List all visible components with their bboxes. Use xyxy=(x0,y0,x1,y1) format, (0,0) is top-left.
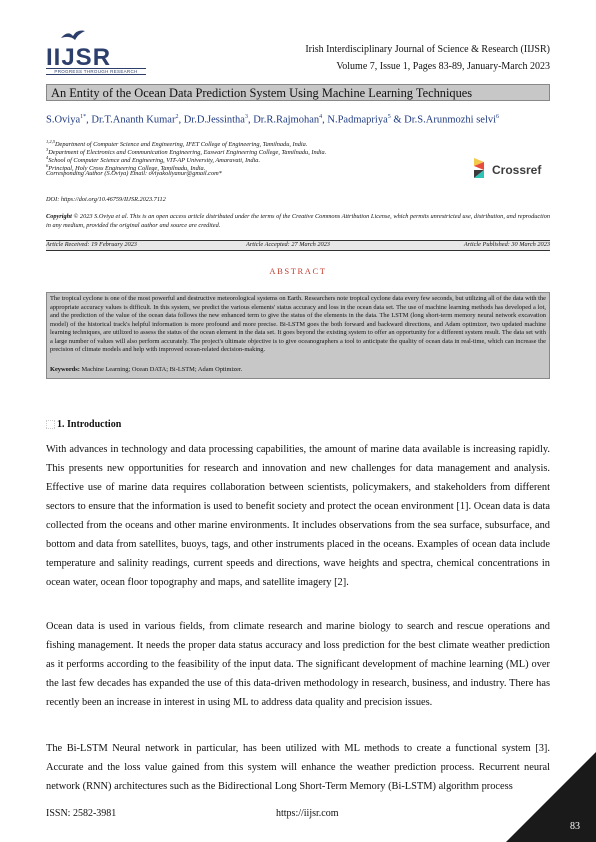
page-corner xyxy=(506,752,596,842)
paragraph: Ocean data is used in various fields, from climate research and marine biology to search and rescue operations and fishing management. It needs the proper data status accuracy and loss prediction for the best climate weather prediction as it performs according to the feasibility of the input data. The significant development of machine learning (ML) over the last few decades has expanded the use of this data-driven methodology in research, business, and industry. There has recently been an increase in interest in using ML to address data quality and precision issues. xyxy=(46,621,550,708)
journal-name: Irish Interdisciplinary Journal of Science & Research (IIJSR) xyxy=(305,44,550,55)
corresponding-author: Corresponding Author (S.Oviya) Email: oviyakoliyanur@gmail.com* xyxy=(46,170,222,177)
issue-info: Volume 7, Issue 1, Pages 83-89, January-March 2023 xyxy=(336,61,550,72)
title-bar xyxy=(46,84,550,101)
abstract-heading: ABSTRACT xyxy=(269,266,327,276)
crossref-label: Crossref xyxy=(492,163,542,177)
copyright-notice: Copyright © 2023 S.Oviya et al. This is an open access article distributed under the terms of the Creative Commons Attribution License, which permits unrestricted use, distribution, and reproduction in any medium, provided the original author and source are credited. xyxy=(46,213,550,229)
author-name: Dr.R.Rajmohan xyxy=(253,114,320,126)
logo-tagline: PROGRESS THROUGH RESEARCH xyxy=(46,68,146,75)
date-accepted: Article Accepted: 27 March 2023 xyxy=(246,241,330,248)
paper-title: An Entity of the Ocean Data Prediction System Using Machine Learning Techniques xyxy=(51,86,473,100)
section-marker-icon xyxy=(46,420,55,429)
page-number: 83 xyxy=(570,821,580,832)
paragraph: With advances in technology and data processing capabilities, the amount of marine data available is increasing rapidly. This presents new opportunities for research and innovation and new challenges for data management and analysis. Effective use of marine data requires collaboration between scientists, policymakers, and stakeholders from different sectors to ensure that the information is used to benefit society and protect the ocean environment [1]. Ocean data is data collected from the oceans and other marine environments. It includes observations from the sea surface, subsurface, and bottom and data from satellites, buoys, tags, and other instruments placed in the oceans. Examples of ocean data include temperature and salinity readings, current speeds and directions, wave heights and spectra, chemical concentrations in ocean water, ocean floor topography and maps, and satellite imagery [2]. xyxy=(46,444,550,588)
affiliation: $^{1,2,5}$Department of Computer Science and Engineering, IFET College of Engineering, Tamilnadu, India. xyxy=(46,139,308,149)
abstract-text: The tropical cyclone is one of the most powerful and destructive meteorological systems on Earth. Researchers note tropical cyclone data every few seconds, but utilizing all of the data with the appropriate accuracy values is difficult. In this system, we predict the various elements' status accuracy and loss in the ocean data set. The use of machine learning methods has developed a lot, and the prediction of the value of the ocean data follows the new enhanced term to give the status of the elements in the data. The LSTM (long short-term memory neural network excavation model) of the historical track's helpful information is more profound and more precise. Bi-LSTM goes the both forward and backward directions, and Adam optimizer, two updated machine learning techniques, are utilized to assess the status of the ocean element in the data set. It goes beyond the existing system to offer an opportunity for a different system result. The data set with a large number of values will also perform accurately. The project's ultimate objective is to give oceanographers a tool to anticipate the quality of ocean data in real-time, which can increase the precision of climate models and help with improved ocean-related decision-making. xyxy=(50,295,546,353)
author-name: S.Oviya xyxy=(46,114,81,126)
affiliation: $^6$Principal, Holy Cross Engineering College, Tamilnadu, India. xyxy=(46,163,206,173)
author-name: Dr.T.Ananth Kumar xyxy=(91,114,176,126)
date-published: Article Published: 30 March 2023 xyxy=(463,241,550,248)
article-dates xyxy=(46,240,550,251)
footer-issn: ISSN: 2582-3981 xyxy=(46,808,117,819)
keywords: Keywords: Machine Learning; Ocean DATA; Bi-LSTM; Adam Optimizer. xyxy=(50,366,243,373)
date-received: Article Received: 19 February 2023 xyxy=(46,241,137,248)
affiliation: $^4$School of Computer Science and Engineering, VIT-AP University, Amaravati, India. xyxy=(46,155,261,165)
section-heading: 1. Introduction xyxy=(57,419,122,430)
doi-link[interactable]: DOI: https://doi.org/10.46759/IIJSR.2023.7112 xyxy=(46,196,166,203)
bird-icon xyxy=(60,28,86,44)
journal-logo: IIJSR xyxy=(46,44,112,71)
affiliation: $^3$Department of Electronics and Communication Engineering, Easwari Engineering College, Tamilnadu, India. xyxy=(46,147,327,157)
author-name: N.Padmapriya xyxy=(327,114,388,126)
author-name: Dr.S.Arunmozhi selvi xyxy=(404,114,497,126)
author-list: S.Oviya$^{1*}$, Dr.T.Ananth Kumar$^2$, Dr.D.Jessintha$^3$, Dr.R.Rajmohan$^4$, N.Padmapriya$^5$ & Dr.S.Arunmozhi selvi$^6$ xyxy=(46,114,500,126)
footer-url[interactable]: https://iijsr.com xyxy=(276,808,339,819)
paragraph: The Bi-LSTM Neural network in particular, has been utilized with ML methods to create a functional system [3]. Accurate and the loss value gained from this system will enhance the weather prediction process. Recurrent neural network (RNN) architectures such as the Bidirectional Long Short-Term Memory (Bi-LSTM) algorithm process xyxy=(46,743,550,792)
author-name: Dr.D.Jessintha xyxy=(183,114,245,126)
crossref-logo-icon xyxy=(472,156,492,182)
